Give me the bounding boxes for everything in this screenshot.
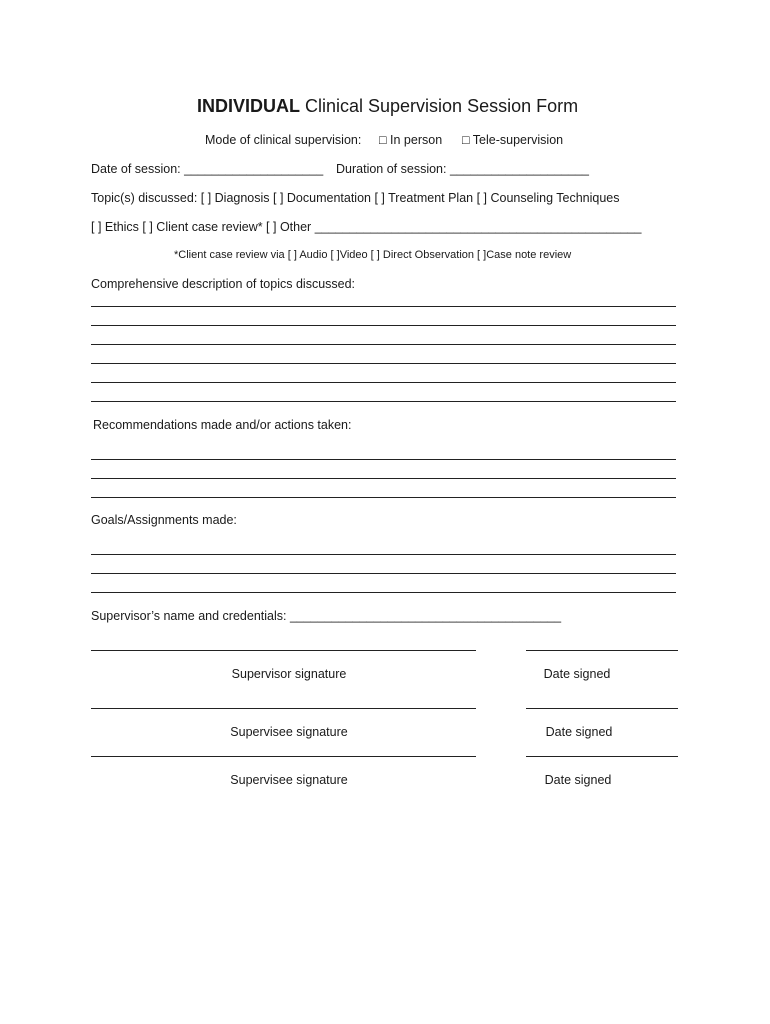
mode-label: Mode of clinical supervision: [205,133,362,147]
comprehensive-line-1[interactable] [91,306,676,307]
mode-option-in-person[interactable]: □ In person [379,133,443,147]
supervisor-signature-line[interactable] [91,650,476,651]
recommendations-line-3[interactable] [91,497,676,498]
page-title [197,95,578,117]
goals-line-2[interactable] [91,573,676,574]
date-signed-line-2[interactable] [526,708,678,709]
date-signed-line-1[interactable] [526,650,678,651]
mode-option-tele-supervision[interactable]: □ Tele-supervision [462,133,564,147]
date-of-session-field[interactable]: Date of session: ____________________ [91,162,324,176]
supervisee-signature-label-2: Supervisee signature [230,773,348,787]
comprehensive-line-6[interactable] [91,401,676,402]
supervisee-signature-label-1: Supervisee signature [230,725,348,739]
goals-label: Goals/Assignments made: [91,513,237,527]
comprehensive-line-4[interactable] [91,363,676,364]
date-signed-label-1: Date signed [543,667,611,681]
date-signed-label-3: Date signed [544,773,612,787]
date-signed-label-2: Date signed [545,725,613,739]
comprehensive-line-5[interactable] [91,382,676,383]
supervisor-signature-label: Supervisor signature [231,667,347,681]
title-bold: INDIVIDUAL [197,96,300,116]
goals-line-3[interactable] [91,592,676,593]
goals-line-1[interactable] [91,554,676,555]
supervisee-signature-line-1[interactable] [91,708,476,709]
topics-discussed-line-2[interactable]: [ ] Ethics [ ] Client case review* [ ] Other _______________________________________________ [91,220,642,234]
duration-of-session-field[interactable]: Duration of session: ____________________ [336,162,589,176]
comprehensive-line-2[interactable] [91,325,676,326]
title-rest: Clinical Supervision Session Form [300,96,579,116]
date-signed-line-3[interactable] [526,756,678,757]
comprehensive-line-3[interactable] [91,344,676,345]
supervisor-name-field[interactable]: Supervisor’s name and credentials: _______________________________________ [91,609,562,623]
client-case-review-note[interactable]: *Client case review via [ ] Audio [ ]Video [ ] Direct Observation [ ]Case note review [174,249,572,261]
comprehensive-description-label: Comprehensive description of topics discussed: [91,277,356,291]
topics-discussed-line-1[interactable]: Topic(s) discussed: [ ] Diagnosis [ ] Documentation [ ] Treatment Plan [ ] Counseling Techniques [91,191,620,205]
supervisee-signature-line-2[interactable] [91,756,476,757]
recommendations-label: Recommendations made and/or actions taken: [93,418,352,432]
recommendations-line-1[interactable] [91,459,676,460]
recommendations-line-2[interactable] [91,478,676,479]
